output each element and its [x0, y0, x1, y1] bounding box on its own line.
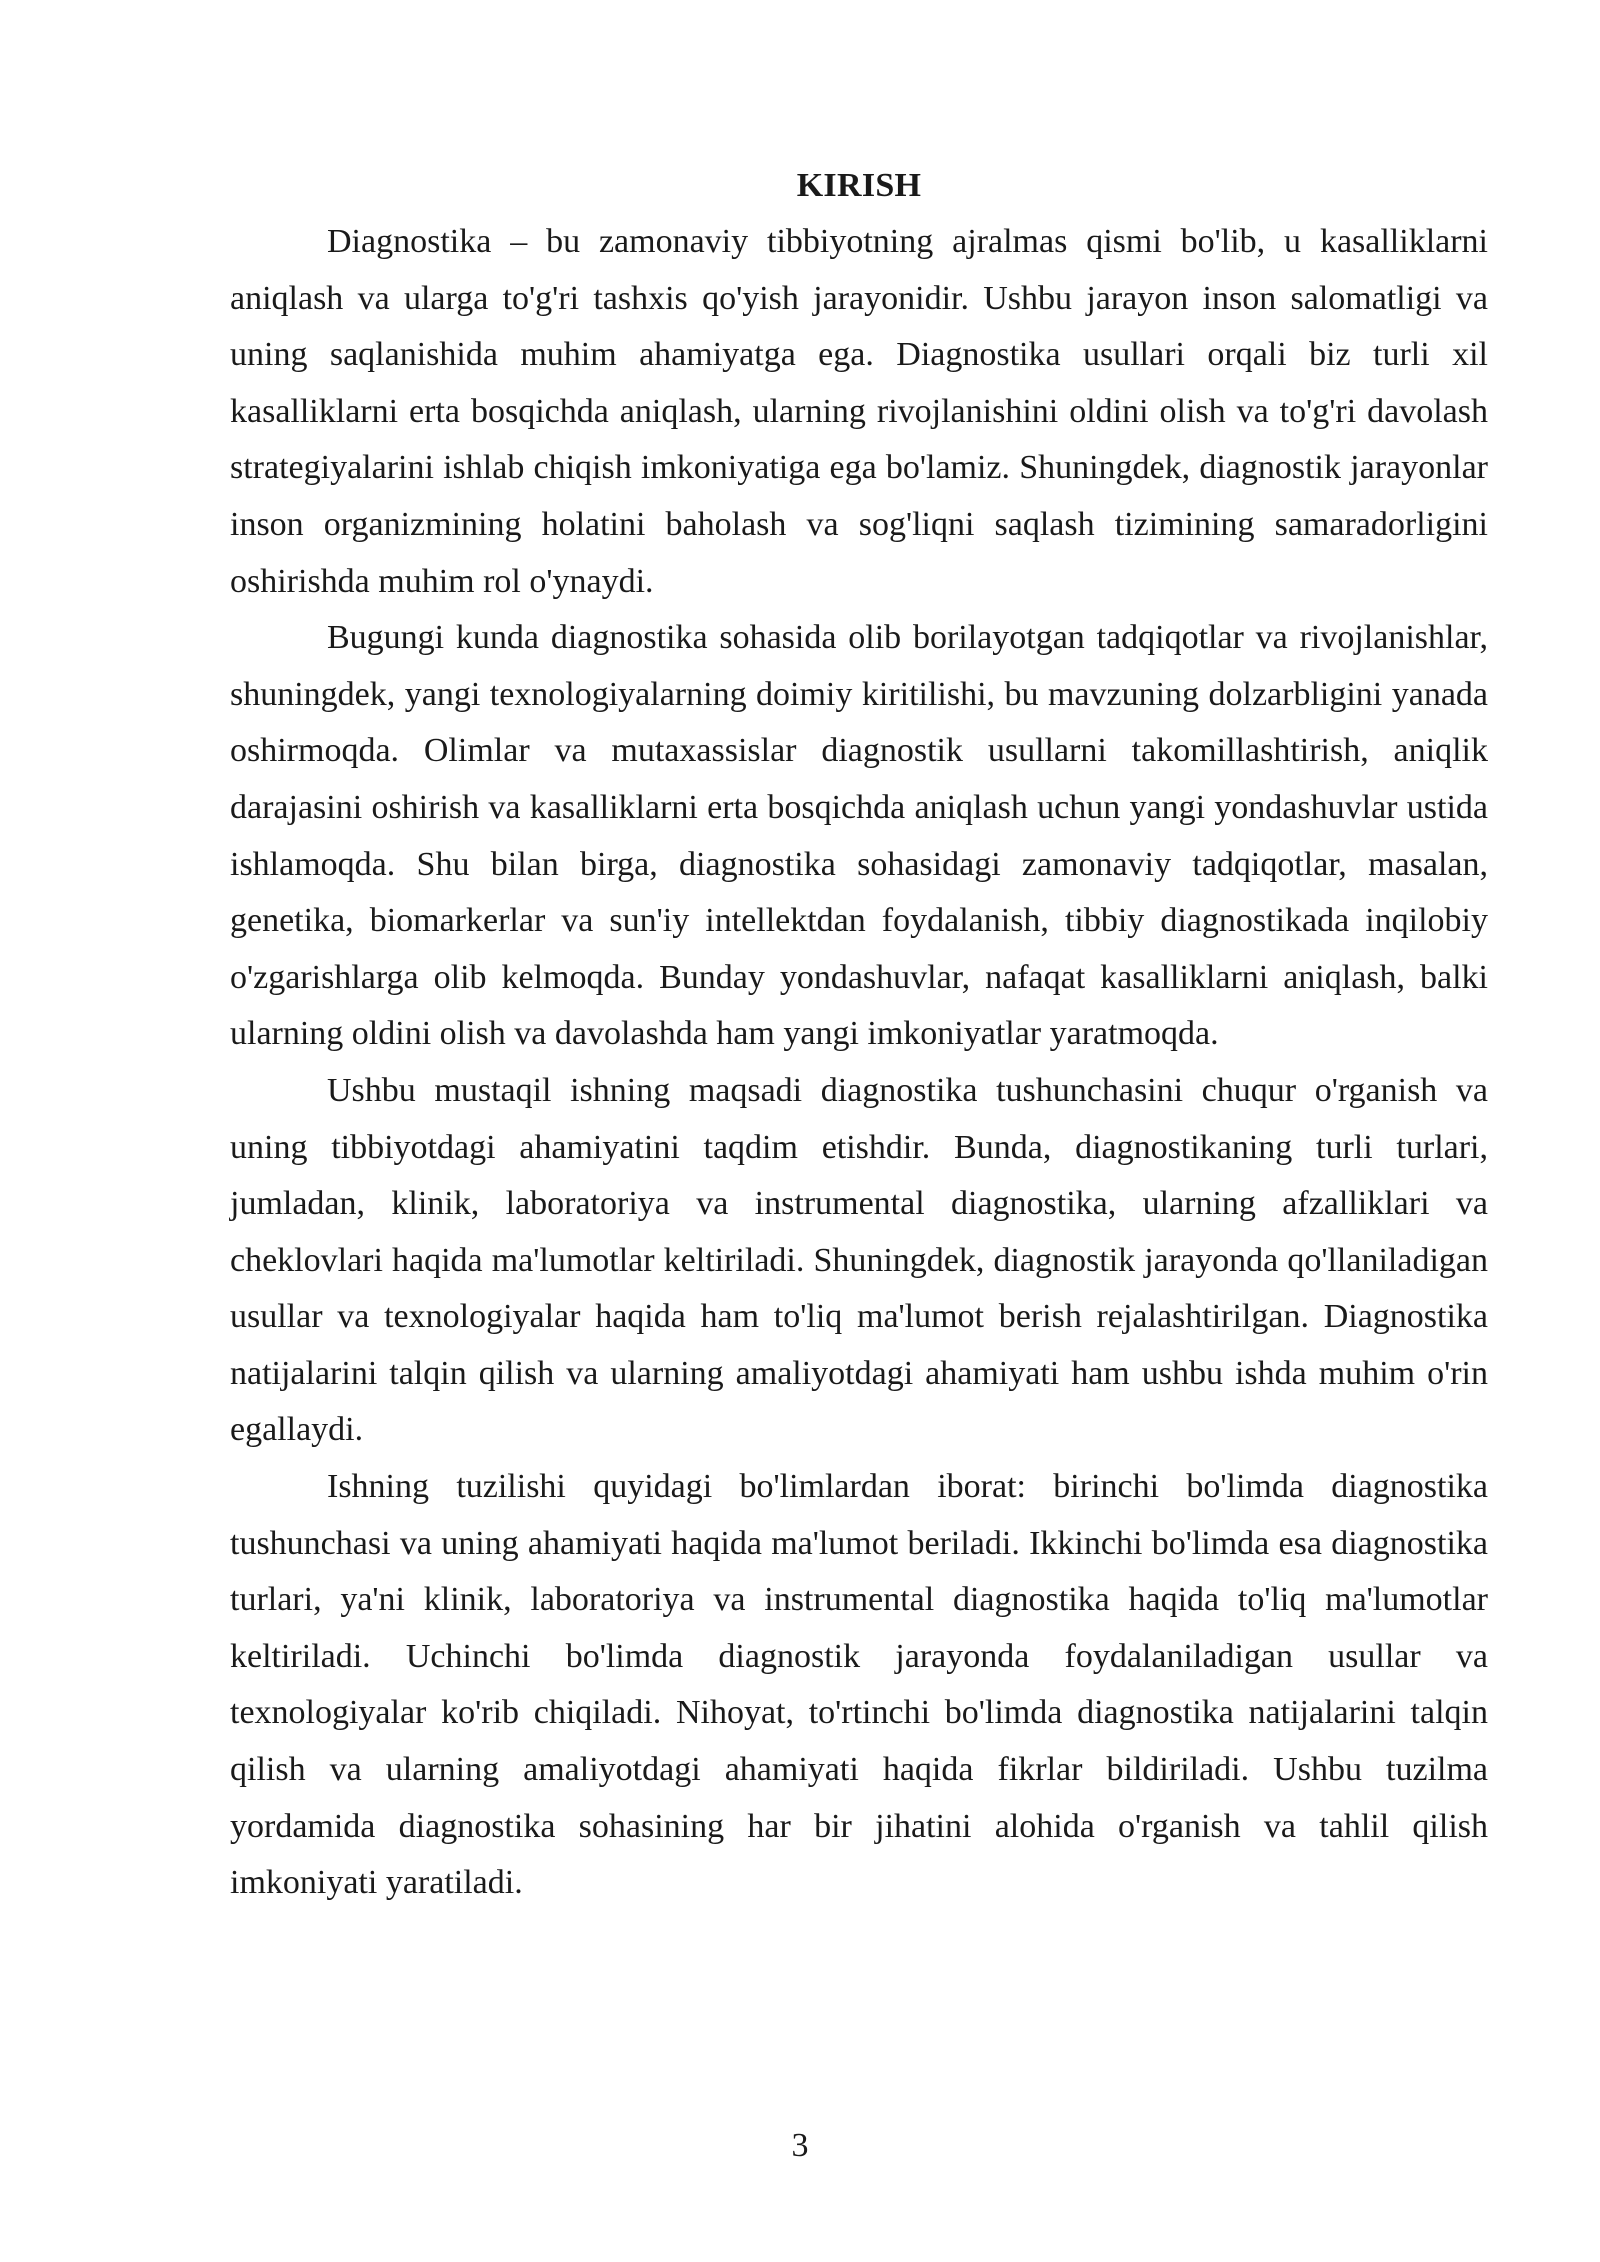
page-number: 3: [791, 2127, 809, 2164]
paragraph-1: Diagnostika – bu zamonaviy tibbiyotning ajralmas qismi bo'lib, u kasalliklarni aniqlash va ularga to'g'ri tashxis qo'yish jarayonidir. Ushbu jarayon inson salomatligi va uning saqlanishida muhim ahamiyatga ega. Diagnostika usullari orqali biz turli xil kasalliklarni erta bosqichda aniqlash, ularning rivojlanishini oldini olish va to'g'ri davolash strategiyalarini ishlab chiqish imkoniyatiga ega bo'lamiz. Shuningdek, diagnostik jarayonlar inson organizmining holatini baholash va sog'liqni saqlash tizimining samaradorligini oshirishda muhim rol o'ynaydi.: [230, 223, 1488, 600]
paragraph-2: Bugungi kunda diagnostika sohasida olib borilayotgan tadqiqotlar va rivojlanishlar, shuningdek, yangi texnologiyalarning doimiy kiritilishi, bu mavzuning dolzarbligini yanada oshirmoqda. Olimlar va mutaxassislar diagnostik usullarni takomillashtirish, aniqlik darajasini oshirish va kasalliklarni erta bosqichda aniqlash uchun yangi yondashuvlar ustida ishlamoqda. Shu bilan birga, diagnostika sohasidagi zamonaviy tadqiqotlar, masalan, genetika, biomarkerlar va sun'iy intellektdan foydalanish, tibbiy diagnostikada inqilobiy o'zgarishlarga olib kelmoqda. Bunday yondashuvlar, nafaqat kasalliklarni aniqlash, balki ularning oldini olish va davolashda ham yangi imkoniyatlar yaratmoqda.: [230, 619, 1488, 1053]
page-content: [230, 158, 1488, 1912]
paragraph-4: Ishning tuzilishi quyidagi bo'limlardan iborat: birinchi bo'limda diagnostika tushunchasi va uning ahamiyati haqida ma'lumot beriladi. Ikkinchi bo'limda esa diagnostika turlari, ya'ni klinik, laboratoriya va instrumental diagnostika haqida to'liq ma'lumotlar keltiriladi. Uchinchi bo'limda diagnostik jarayonda foydalaniladigan usullar va texnologiyalar ko'rib chiqiladi. Nihoyat, to'rtinchi bo'limda diagnostika natijalarini talqin qilish va ularning amaliyotdagi ahamiyati haqida fikrlar bildiriladi. Ushbu tuzilma yordamida diagnostika sohasining har bir jihatini alohida o'rganish va tahlil qilish imkoniyati yaratiladi.: [230, 1468, 1488, 1902]
paragraph-3: Ushbu mustaqil ishning maqsadi diagnostika tushunchasini chuqur o'rganish va uning tibbiyotdagi ahamiyatini taqdim etishdir. Bunda, diagnostikaning turli turlari, jumladan, klinik, laboratoriya va instrumental diagnostika, ularning afzalliklari va cheklovlari haqida ma'lumotlar keltiriladi. Shuningdek, diagnostik jarayonda qo'llaniladigan usullar va texnologiyalar haqida ham to'liq ma'lumot berish rejalashtirilgan. Diagnostika natijalarini talqin qilish va ularning amaliyotdagi ahamiyati ham ushbu ishda muhim o'rin egallaydi.: [230, 1071, 1488, 1449]
section-title: KIRISH: [796, 167, 922, 204]
